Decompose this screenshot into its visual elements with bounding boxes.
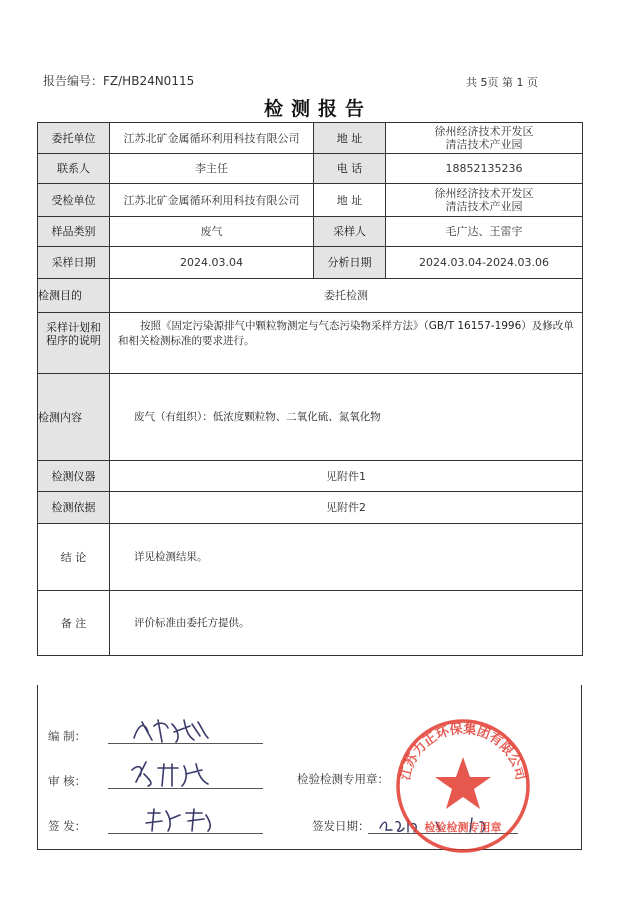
content-value-cell (110, 374, 583, 461)
inspected-value: 江苏北矿金属循环利用科技有限公司 (110, 184, 314, 217)
inspected-label: 受检单位 (38, 184, 110, 217)
remarks-label: 备 注 (38, 591, 110, 656)
conclusion-label: 结 论 (38, 524, 110, 591)
issue-date-label: 签发日期： (312, 819, 370, 833)
instrument-label: 检测仪器 (38, 461, 110, 492)
review-signature (126, 756, 216, 790)
purpose-value: 委托检测 (110, 279, 583, 313)
client-label: 委托单位 (38, 123, 110, 154)
inspected-address-label: 地 址 (314, 184, 386, 217)
report-info-table (37, 122, 583, 656)
row-remarks (38, 591, 583, 656)
row-basis (38, 492, 583, 524)
plan-label-line2: 程序的说明 (46, 334, 101, 347)
basis-value: 见附件2 (110, 492, 583, 524)
remarks-value: 评价标准由委托方提供。 (134, 616, 250, 629)
conclusion-value-cell (110, 524, 583, 591)
row-client (38, 123, 583, 154)
client-address-line2: 清洁技术产业园 (445, 138, 523, 151)
row-dates (38, 247, 583, 279)
issue-signature (142, 803, 222, 835)
content-label: 检测内容 (38, 374, 110, 461)
address-label: 地 址 (314, 123, 386, 154)
conclusion-value: 详见检测结果。 (134, 550, 208, 563)
sampling-date-value: 2024.03.04 (110, 247, 314, 279)
seal-text: 江苏力正环保集团有限公司 (398, 721, 528, 782)
stamp-label: 检验检测专用章： (297, 772, 389, 786)
plan-value: 按照《固定污染源排气中颗粒物测定与气态污染物采样方法》（GB/T 16157-1996）及修改单和相关检测标准的要求进行。 (118, 320, 574, 347)
sample-type-label: 样品类别 (38, 217, 110, 247)
sampler-value: 毛广达、王雷宇 (386, 217, 583, 247)
remarks-value-cell (110, 591, 583, 656)
page-info: 共 5页 第 1 页 (466, 76, 538, 89)
analysis-date-value: 2024.03.04-2024.03.06 (386, 247, 583, 279)
instrument-value: 见附件1 (110, 461, 583, 492)
sampler-label: 采样人 (314, 217, 386, 247)
report-number (43, 72, 194, 89)
content-value: 废气（有组织）：低浓度颗粒物、二氧化硫、氮氧化物 (134, 410, 381, 423)
sample-type-value: 废气 (110, 217, 314, 247)
report-title: 检测报告 (263, 98, 372, 120)
issue-label: 签 发： (48, 819, 87, 833)
seal-star-icon (435, 757, 491, 809)
row-instrument (38, 461, 583, 492)
plan-label-line1: 采样计划和 (46, 321, 101, 334)
row-contact (38, 154, 583, 184)
phone-value: 18852135236 (386, 154, 583, 184)
row-purpose (38, 279, 583, 313)
report-number-value: FZ/HB24N0115 (103, 74, 195, 88)
official-seal (392, 715, 534, 857)
seal-subtext: 检验检测专用章 (424, 821, 502, 834)
plan-value-cell (110, 313, 583, 374)
row-sample-type (38, 217, 583, 247)
purpose-label: 检测目的 (38, 279, 110, 313)
client-address (386, 123, 583, 154)
contact-value: 李主任 (110, 154, 314, 184)
phone-label: 电 话 (314, 154, 386, 184)
inspected-address (386, 184, 583, 217)
client-address-line1: 徐州经济技术开发区 (434, 125, 534, 138)
inspected-address-line2: 清洁技术产业园 (445, 200, 523, 213)
client-value: 江苏北矿金属循环利用科技有限公司 (110, 123, 314, 154)
analysis-date-label: 分析日期 (314, 247, 386, 279)
compile-signature (128, 712, 218, 746)
review-label: 审 核： (48, 774, 87, 788)
contact-label: 联系人 (38, 154, 110, 184)
row-plan (38, 313, 583, 374)
row-content (38, 374, 583, 461)
basis-label: 检测依据 (38, 492, 110, 524)
sampling-date-label: 采样日期 (38, 247, 110, 279)
inspected-address-line1: 徐州经济技术开发区 (434, 187, 534, 200)
plan-label (38, 313, 110, 374)
row-conclusion (38, 524, 583, 591)
report-number-label: 报告编号： (43, 74, 104, 88)
compile-label: 编 制： (48, 729, 87, 743)
row-inspected (38, 184, 583, 217)
